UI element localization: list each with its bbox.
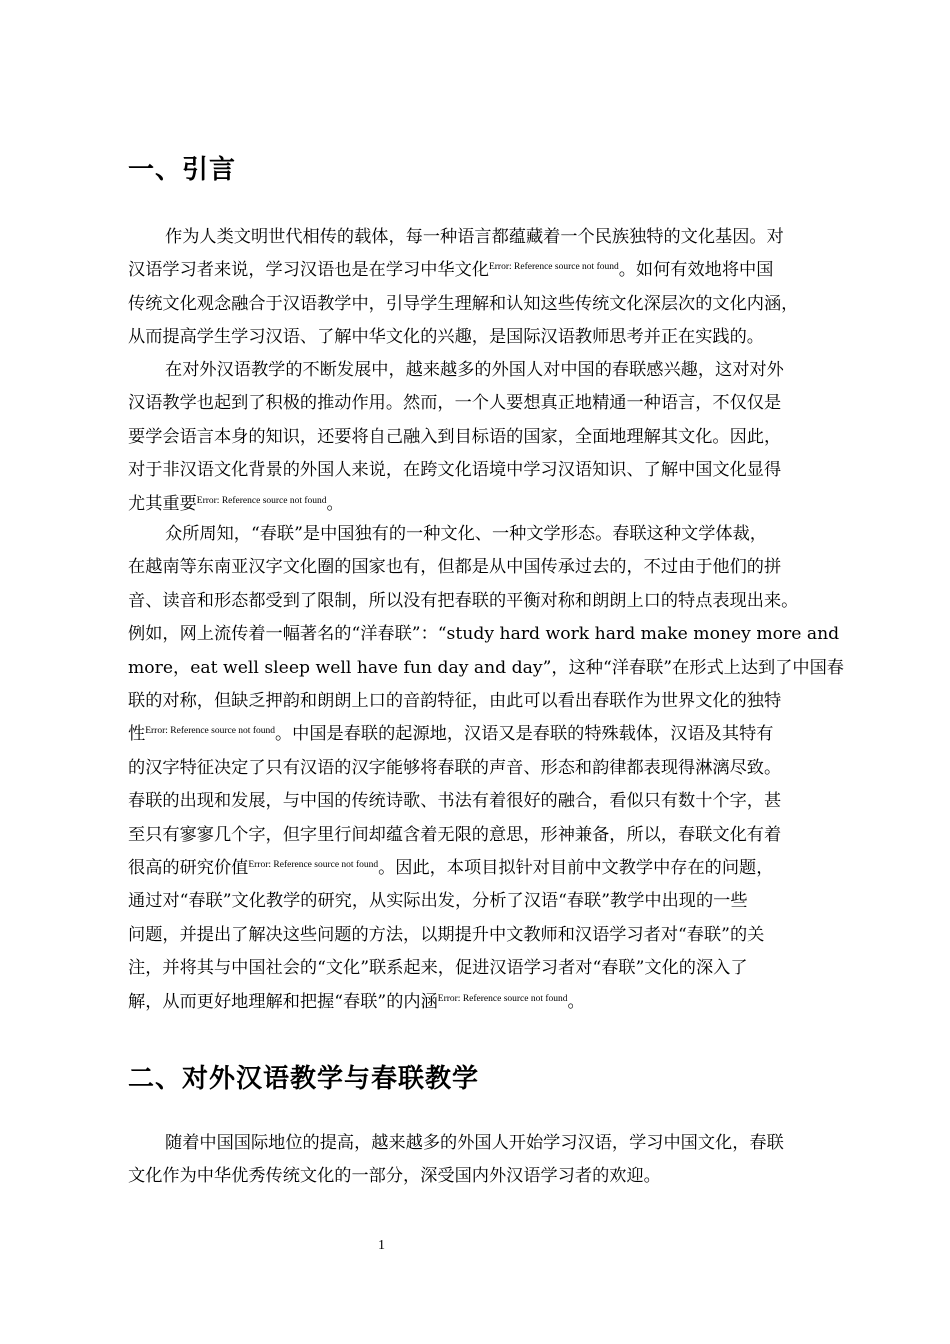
- text-line: 随着中国国际地位的提高，越来越多的外国人开始学习汉语，学习中国文化，春联: [165, 1133, 784, 1153]
- text-segment: 。: [567, 991, 585, 1012]
- text-line: more，eat well sleep well have fun day and day”，这种“洋春联”在形式上达到了中国春: [128, 657, 844, 678]
- text-line: 汉语教学也起到了积极的推动作用。然而，一个人要想真正地精通一种语言，不仅仅是: [128, 393, 782, 414]
- section-heading-introduction: 一、引言: [128, 155, 237, 185]
- paragraph-4: [128, 1127, 863, 1194]
- text-segment: 。中国是春联的起源地，汉语又是春联的特殊载体，汉语及其特有: [274, 724, 774, 745]
- text-line: [128, 718, 863, 751]
- text-segment: 汉语学习者来说，学习汉语也是在学习中华文化: [128, 260, 489, 281]
- text-segment: 很高的研究价值: [128, 858, 249, 879]
- text-line: 众所周知，“春联”是中国独有的一种文化、一种文学形态。春联这种文学体裁，: [165, 524, 767, 544]
- text-line: 对于非汉语文化背景的外国人来说，在跨文化语境中学习汉语知识、了解中国文化显得: [128, 460, 782, 481]
- section-heading-teaching: 二、对外汉语教学与春联教学: [128, 1064, 480, 1094]
- paragraph-3: [128, 518, 863, 1019]
- reference-error: Error: Reference source not found: [145, 726, 275, 737]
- reference-error: Error: Reference source not found: [488, 262, 619, 273]
- text-segment: 。: [326, 493, 344, 514]
- text-line: 问题，并提出了解决这些问题的方法，以期提升中文教师和汉语学习者对“春联”的关: [128, 924, 765, 945]
- reference-error: Error: Reference source not found: [248, 860, 379, 871]
- text-line: 至只有寥寥几个字，但字里行间却蕴含着无限的意思，形神兼备，所以，春联文化有着: [128, 824, 782, 845]
- text-line: 作为人类文明世代相传的载体，每一种语言都蕴藏着一个民族独特的文化基因。对: [165, 227, 784, 247]
- page-number: 1: [378, 1238, 385, 1253]
- text-line: 从而提高学生学习汉语、了解中华文化的兴趣，是国际汉语教师思考并正在实践的。: [128, 327, 764, 348]
- text-line: 在越南等东南亚汉字文化圈的国家也有，但都是从中国传承过去的，不过由于他们的拼: [128, 557, 782, 578]
- paragraph-2: [128, 354, 863, 521]
- reference-error: Error: Reference source not found: [196, 495, 327, 506]
- text-segment: 。因此，本项目拟针对目前中文教学中存在的问题，: [378, 858, 774, 879]
- text-line: 联的对称，但缺乏押韵和朗朗上口的音韵特征，由此可以看出春联作为世界文化的独特: [128, 691, 782, 712]
- text-line: 在对外汉语教学的不断发展中，越来越多的外国人对中国的春联感兴趣，这对对外: [165, 360, 784, 380]
- text-line: 要学会语言本身的知识，还要将自己融入到目标语的国家，全面地理解其文化。因此，: [128, 426, 782, 447]
- text-line: 文化作为中华优秀传统文化的一部分，深受国内外汉语学习者的欢迎。: [128, 1166, 661, 1187]
- text-line: 传统文化观念融合于汉语教学中，引导学生理解和认知这些传统文化深层次的文化内涵，: [128, 293, 799, 314]
- text-line: 音、读音和形态都受到了限制，所以没有把春联的平衡对称和朗朗上口的特点表现出来。: [128, 590, 799, 611]
- text-segment: 性: [128, 724, 146, 745]
- paragraph-1: [128, 221, 863, 355]
- text-line: 春联的出现和发展，与中国的传统诗歌、书法有着很好的融合，看似只有数十个字，甚: [128, 791, 782, 812]
- text-segment: 解，从而更好地理解和把握“春联”的内涵: [128, 991, 438, 1012]
- reference-error: Error: Reference source not found: [437, 993, 568, 1004]
- text-line: [128, 254, 863, 287]
- text-line: 的汉字特征决定了只有汉语的汉字能够将春联的声音、形态和韵律都表现得淋漓尽致。: [128, 757, 782, 778]
- text-line: [128, 986, 863, 1019]
- text-segment: 。如何有效地将中国: [618, 260, 774, 281]
- text-line: 例如，网上流传着一幅著名的“洋春联”：“study hard work hard make money more and: [128, 624, 840, 645]
- text-line: 注，并将其与中国社会的“文化”联系起来，促进汉语学习者对“春联”文化的深入了: [128, 958, 748, 979]
- text-line: [128, 852, 863, 885]
- text-line: [128, 488, 863, 521]
- text-line: 通过对“春联”文化教学的研究，从实际出发，分析了汉语“春联”教学中出现的一些: [128, 891, 748, 912]
- text-segment: 尤其重要: [128, 493, 197, 514]
